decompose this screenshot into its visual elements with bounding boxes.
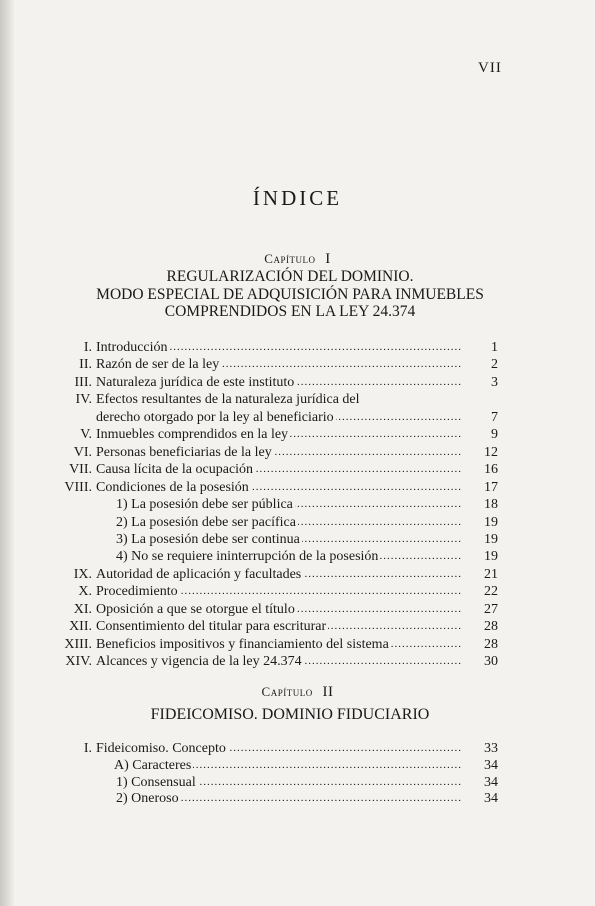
toc-entry-number: XIV. [65, 654, 92, 670]
toc-entry [0, 444, 595, 461]
toc-entry [0, 356, 595, 373]
toc-entry [0, 774, 595, 791]
chapter-1-heading-line-3: COMPRENDIDOS EN LA LEY 24.374 [164, 303, 416, 320]
chapter-1-heading-line-1: REGULARIZACIÓN DEL DOMINIO. [166, 268, 414, 285]
toc-entry [0, 374, 595, 391]
index-title: ÍNDICE [252, 186, 343, 210]
chapter-2-numeral: II [322, 684, 334, 700]
toc-entry-text: Introducción [96, 340, 168, 355]
toc-entry-text: 3) La posesión debe ser continua [116, 531, 300, 547]
toc-entry [0, 514, 595, 531]
toc-entry-page: 19 [484, 549, 498, 565]
toc-entry [0, 548, 595, 565]
toc-entry-text: Condiciones de la posesión [96, 479, 249, 495]
toc-entry [0, 566, 595, 583]
toc-entry [0, 339, 595, 356]
toc-entry-page: 22 [484, 584, 498, 600]
toc-entry-text: A) Caracteres [114, 757, 192, 773]
toc-entry-number: XI. [73, 601, 92, 617]
chapter-2-label-text: Capítulo [261, 684, 313, 699]
toc-entry [0, 618, 595, 635]
toc-entry-page: 30 [484, 654, 498, 670]
chapter-1-heading-line-2: MODO ESPECIAL DE ADQUISICIÓN PARA INMUEBLES [96, 286, 484, 303]
toc-entry-text: 4) No se requiere ininterrupción de la posesión [116, 549, 379, 565]
toc-entry [0, 740, 595, 757]
toc-entry [0, 636, 595, 653]
toc-entry-page: 2 [491, 357, 498, 373]
toc-entry-page: 1 [491, 340, 498, 355]
chapter-1-numeral: I [325, 251, 331, 267]
toc-entry-page: 27 [484, 601, 498, 617]
toc-entry-number: I. [83, 741, 92, 756]
toc-entry [0, 601, 595, 618]
toc-entry [0, 496, 595, 513]
toc-entry-text: Personas beneficiarias de la ley [96, 444, 272, 460]
toc-entry-text: Efectos resultantes de la naturaleza jurídica del [96, 392, 360, 408]
toc-entry-number: XII. [69, 619, 92, 635]
toc-entry-number: II. [79, 357, 92, 373]
toc-entry [0, 391, 595, 408]
toc-entry-page: 9 [491, 427, 498, 443]
toc-entry-page: 12 [484, 444, 498, 460]
toc-entry-number: VI. [73, 444, 92, 460]
toc-entry-number: XIII. [64, 636, 92, 652]
chapter-1-label [0, 251, 595, 268]
toc-entry-text: Procedimiento [96, 584, 178, 600]
toc-entry [0, 479, 595, 496]
toc-entry [0, 653, 595, 670]
page-number: VII [478, 60, 502, 76]
toc-entry-text: 1) Consensual [116, 774, 196, 790]
toc-entry-page: 34 [484, 791, 498, 807]
toc-entry-number: I. [83, 340, 92, 355]
toc-entry-page: 28 [484, 619, 498, 635]
toc-entry-text: Fideicomiso. Concepto [96, 741, 226, 756]
toc-entry-page: 16 [484, 462, 498, 478]
chapter-1-label-text: Capítulo [264, 251, 316, 266]
toc-entry [0, 531, 595, 548]
toc-entry-page: 21 [484, 566, 498, 582]
toc-entry-number: IX. [73, 566, 92, 582]
toc-entry-page: 19 [484, 514, 498, 530]
toc-entry [0, 409, 595, 426]
toc-entry-text: 2) La posesión debe ser pacífica [116, 514, 296, 530]
toc-entry-text: 2) Oneroso [116, 791, 179, 807]
toc-entry-number: X. [78, 584, 92, 600]
toc-entry-page: 18 [484, 497, 498, 513]
toc-entry-page: 34 [484, 774, 498, 790]
toc-entry-text: Beneficios impositivos y financiamiento del sistema [96, 636, 389, 652]
toc-entry-text: Oposición a que se otorgue el título [96, 601, 295, 617]
toc-entry-text: Razón de ser de la ley [96, 357, 220, 373]
chapter-2-heading: FIDEICOMISO. DOMINIO FIDUCIARIO [150, 706, 430, 723]
toc-entry-number: V. [80, 427, 92, 443]
toc-entry [0, 790, 595, 807]
toc-entry-text: Inmuebles comprendidos en la ley [96, 427, 289, 443]
toc-entry-number: IV. [75, 392, 92, 408]
toc-entry-text: Autoridad de aplicación y facultades [96, 566, 302, 582]
toc-entry-number: VIII. [64, 479, 92, 495]
toc-entry-page: 34 [484, 757, 498, 773]
toc-entry-number: VII. [69, 462, 92, 478]
toc-entry-text: 1) La posesión debe ser pública [116, 497, 293, 513]
toc-entry-page: 33 [484, 741, 498, 756]
toc-entry-text: derecho otorgado por la ley al beneficiario [96, 409, 334, 425]
toc-entry-text: Alcances y vigencia de la ley 24.374 [96, 654, 302, 670]
toc-entry-page: 28 [484, 636, 498, 652]
toc-entry-text: Causa lícita de la ocupación [96, 462, 254, 478]
toc-entry [0, 426, 595, 443]
toc-entry-page: 17 [484, 479, 498, 495]
toc-entry-text: Naturaleza jurídica de este instituto [96, 374, 295, 390]
toc-entry-page: 3 [491, 374, 498, 390]
chapter-2-label [0, 684, 595, 701]
toc-entry [0, 757, 595, 774]
toc-entry [0, 583, 595, 600]
toc-entry-text: Consentimiento del titular para escriturar [96, 619, 327, 635]
toc-entry-number: III. [74, 374, 92, 390]
toc-entry-page: 7 [491, 409, 498, 425]
toc-entry [0, 461, 595, 478]
toc-entry-page: 19 [484, 531, 498, 547]
